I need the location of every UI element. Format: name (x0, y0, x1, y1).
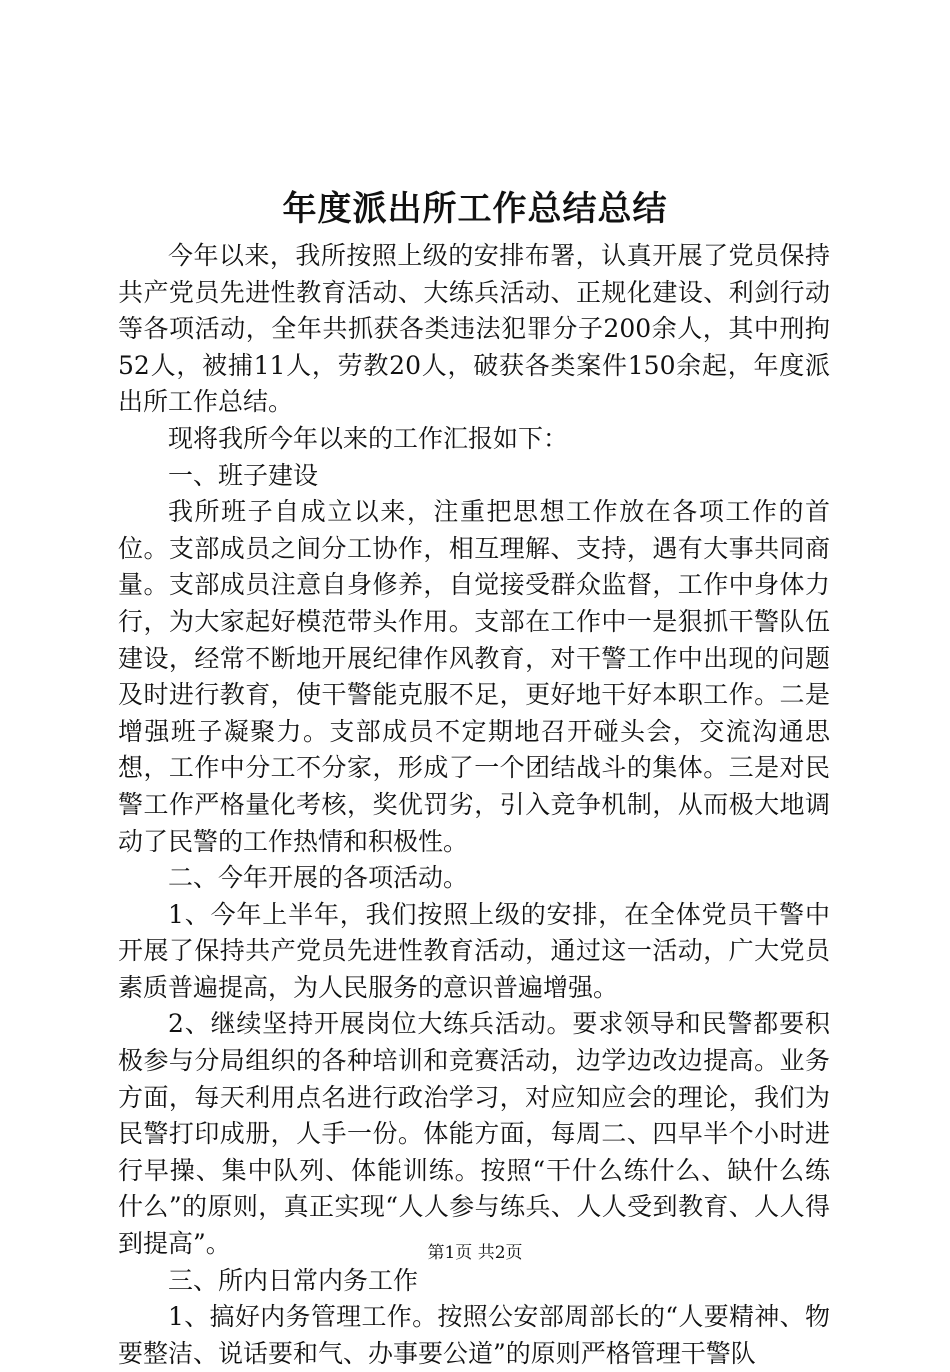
paragraph-team-building: 我所班子自成立以来，注重把思想工作放在各项工作的首位。支部成员之间分工协作，相互理解、支持，遇有大事共同商量。支部成员注意自身修养，自觉接受群众监督，工作中身体力行，为大家起好模范带头作用。支部在工作中一是狠抓干警队伍建设，经常不断地开展纪律作风教育，对干警工作中出现的问题及时进行教育，使干警能克服不足，更好地干好本职工作。二是增强班子凝聚力。支部成员不定期地召开碰头会，交流沟通思想，工作中分工不分家，形成了一个团结战斗的集体。三是对民警工作严格量化考核，奖优罚劣，引入竞争机制，从而极大地调动了民警的工作热情和积极性。 (118, 497, 830, 856)
paragraph-intro: 今年以来，我所按照上级的安排布署，认真开展了党员保持共产党员先进性教育活动、大练兵活动、正规化建设、利剑行动等各项活动，全年共抓获各类违法犯罪分子200余人，其中刑拘52人，被捕11人，劳教20人，破获各类案件150余起，年度派出所工作总结。 (118, 241, 830, 417)
paragraph-internal-affairs-1: 1、搞好内务管理工作。按照公安部周部长的“人要精神、物要整洁、说话要和气、办事要公道”的原则严格管理干警队 (118, 1302, 830, 1368)
document-body (118, 238, 830, 1372)
paragraph-report-lead: 现将我所今年以来的工作汇报如下： (168, 423, 569, 453)
section-heading-internal-affairs: 三、所内日常内务工作 (168, 1265, 419, 1295)
document-title: 年度派出所工作总结总结 (282, 189, 668, 229)
page-footer: 第1页 共2页 (427, 1243, 523, 1263)
section-heading-activities: 二、今年开展的各项活动。 (168, 863, 469, 893)
paragraph-activity-2: 2、继续坚持开展岗位大练兵活动。要求领导和民警都要积极参与分局组织的各种培训和竞赛活动，边学边改边提高。业务方面，每天利用点名进行政治学习，对应知应会的理论，我们为民警打印成册，人手一份。体能方面，每周二、四早半个小时进行早操、集中队列、体能训练。按照“干什么练什么、缺什么练什么”的原则，真正实现“人人参与练兵、人人受到教育、人人得到提高”。 (118, 1009, 830, 1259)
paragraph-activity-1: 1、今年上半年，我们按照上级的安排，在全体党员干警中开展了保持共产党员先进性教育活动，通过这一活动，广大党员素质普遍提高，为人民服务的意识普遍增强。 (118, 899, 830, 1002)
section-heading-team-building: 一、班子建设 (168, 460, 319, 490)
